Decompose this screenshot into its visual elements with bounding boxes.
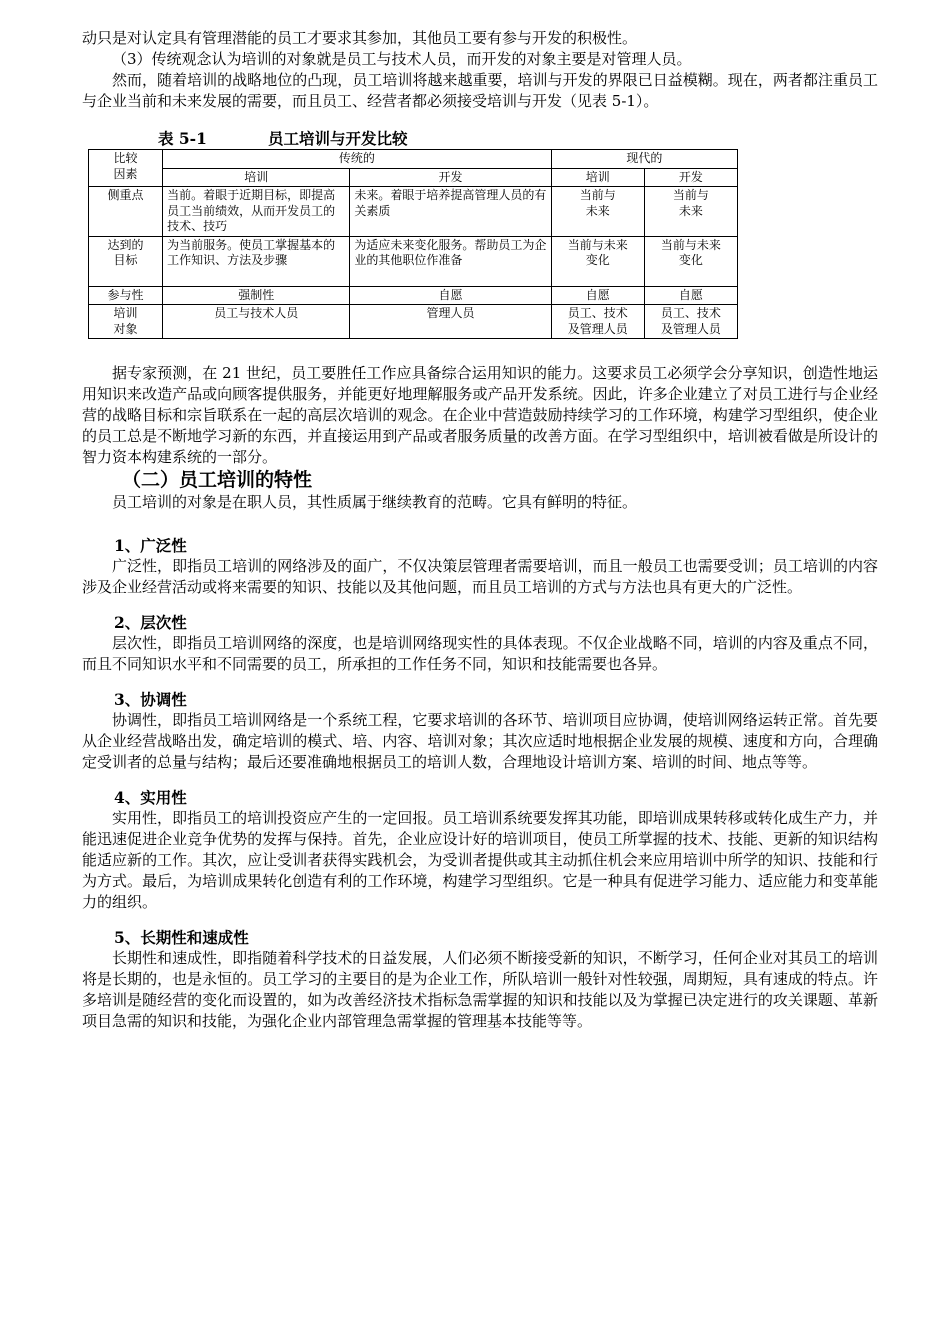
table-header-modern: 现代的	[551, 150, 737, 169]
feature-text: 层次性，即指员工培训网络的深度，也是培训网络现实性的具体表现。不仅企业战略不同，培训的内容及重点不同，而且不同知识水平和不同需要的员工，所承担的工作任务不同，知识和技能需要也各异。	[82, 634, 878, 673]
table-header-cell: 开发	[644, 168, 737, 187]
table-cell: 当前与 未来	[644, 187, 737, 237]
table-number: 表 5-1	[158, 129, 207, 148]
table-caption	[158, 128, 878, 149]
table-cell: 自愿	[350, 286, 551, 305]
table-cell: 当前。着眼于近期目标，即提高员工当前绩效，从而开发员工的技术、技巧	[163, 187, 350, 237]
table-title: 员工培训与开发比较	[268, 129, 408, 148]
table-cell: 为适应未来变化服务。帮助员工为企业的其他职位作准备	[350, 236, 551, 286]
feature-text: 长期性和速成性，即指随着科学技术的日益发展，人们必须不断接受新的知识，不断学习，任何企业对其员工的培训将是长期的，也是永恒的。员工学习的主要目的是为企业工作，所队培训一般针对性较强，周期短，具有速成的特点。许多培训是随经营的变化而设置的，如为改善经济技术指标急需掌握的知识和技能以及为掌握已决定进行的攻关课题、革新项目急需的知识和技能，为强化企业内部管理急需掌握的管理基本技能等等。	[82, 949, 878, 1030]
table-row	[89, 236, 738, 286]
feature-text: 协调性，即指员工培训网络是一个系统工程，它要求培训的各环节、培训项目应协调，使培训网络运转正常。首先要从企业经营战略出发，确定培训的模式、培、内容、培训对象；其次应适时地根据企业发展的规模、速度和方向，合理确定受训者的总量与结构；最后还要准确地根据员工的培训人数，合理地设计培训方案、培训的时间、地点等等。	[82, 711, 878, 771]
table-header-corner: 比较 因素	[89, 150, 163, 187]
table-cell: 当前与未来 变化	[644, 236, 737, 286]
table-row	[89, 305, 738, 339]
feature-text: 实用性，即指员工的培训投资应产生的一定回报。员工培训系统要发挥其功能，即培训成果转移或转化成生产力，并能迅速促进企业竞争优势的发挥与保持。首先，企业应设计好的培训项目，使员工所掌握的技术、技能、更新的知识结构能适应新的工作。其次，应让受训者获得实践机会，为受训者提供或其主动抓住机会来应用培训中所学的知识、技能和行为方式。最后，为培训成果转化创造有利的工作环境，构建学习型组织。它是一种具有促进学习能力、适应能力和变革能力的组织。	[82, 809, 878, 911]
table-cell-factor: 侧重点	[89, 187, 163, 237]
table-header-cell: 培训	[163, 168, 350, 187]
table-row	[89, 286, 738, 305]
table-cell: 当前与 未来	[551, 187, 644, 237]
table-cell: 员工与技术人员	[163, 305, 350, 339]
feature-heading: 1、广泛性	[114, 536, 187, 555]
table-header-cell: 培训	[551, 168, 644, 187]
paragraph: 然而，随着培训的战略地位的凸现，员工培训将越来越重要，培训与开发的界限已日益模糊。现在，两者都注重员工与企业当前和未来发展的需要，而且员工、经营者都必须接受培训与开发（见表 5-1）。	[82, 71, 878, 110]
section-title: （二）员工培训的特性	[122, 469, 313, 491]
table-cell: 自愿	[644, 286, 737, 305]
table-cell: 为当前服务。使员工掌握基本的工作知识、方法及步骤	[163, 236, 350, 286]
feature-heading: 3、协调性	[114, 690, 187, 709]
table-cell: 当前与未来 变化	[551, 236, 644, 286]
table-row	[89, 187, 738, 237]
table-cell-factor: 参与性	[89, 286, 163, 305]
document-page	[82, 28, 878, 1032]
table-cell: 员工、技术 及管理人员	[551, 305, 644, 339]
feature-text: 广泛性，即指员工培训的网络涉及的面广，不仅决策层管理者需要培训，而且一般员工也需要受训；员工培训的内容涉及企业经营活动或将来需要的知识、技能以及其他问题，而且员工培训的方式与方法也具有更大的广泛性。	[82, 557, 878, 596]
table-header-traditional: 传统的	[163, 150, 552, 169]
table-cell: 管理人员	[350, 305, 551, 339]
table-cell: 自愿	[551, 286, 644, 305]
table-cell: 强制性	[163, 286, 350, 305]
paragraph: （3）传统观念认为培训的对象就是员工与技术人员，而开发的对象主要是对管理人员。	[112, 50, 692, 68]
table-header-cell: 开发	[350, 168, 551, 187]
table-cell: 未来。着眼于培养提高管理人员的有关素质	[350, 187, 551, 237]
feature-heading: 2、层次性	[114, 613, 187, 632]
table-header-row	[89, 150, 738, 169]
table-subheader-row	[89, 168, 738, 187]
feature-heading: 5、长期性和速成性	[114, 928, 249, 947]
paragraph: 动只是对认定具有管理潜能的员工才要求其参加，其他员工要有参与开发的积极性。	[82, 29, 638, 47]
paragraph: 据专家预测，在 21 世纪，员工要胜任工作应具备综合运用知识的能力。这要求员工必须学会分享知识，创造性地运用知识来改造产品或向顾客提供服务，并能更好地理解服务或产品开发系统。因此，许多企业建立了对员工进行与企业经营的战略目标和宗旨联系在一起的高层次培训的观念。在企业中营造鼓励持续学习的工作环境，构建学习型组织，使企业的员工总是不断地学习新的东西，并直接运用到产品或者服务质量的改善方面。在学习型组织中，培训被看做是所设计的智力资本构建系统的一部分。	[82, 364, 878, 466]
table-cell: 员工、技术 及管理人员	[644, 305, 737, 339]
comparison-table	[88, 149, 738, 339]
feature-heading: 4、实用性	[114, 788, 187, 807]
section-intro: 员工培训的对象是在职人员，其性质属于继续教育的范畴。它具有鲜明的特征。	[112, 493, 638, 511]
table-cell-factor: 达到的 目标	[89, 236, 163, 286]
table-cell-factor: 培训 对象	[89, 305, 163, 339]
